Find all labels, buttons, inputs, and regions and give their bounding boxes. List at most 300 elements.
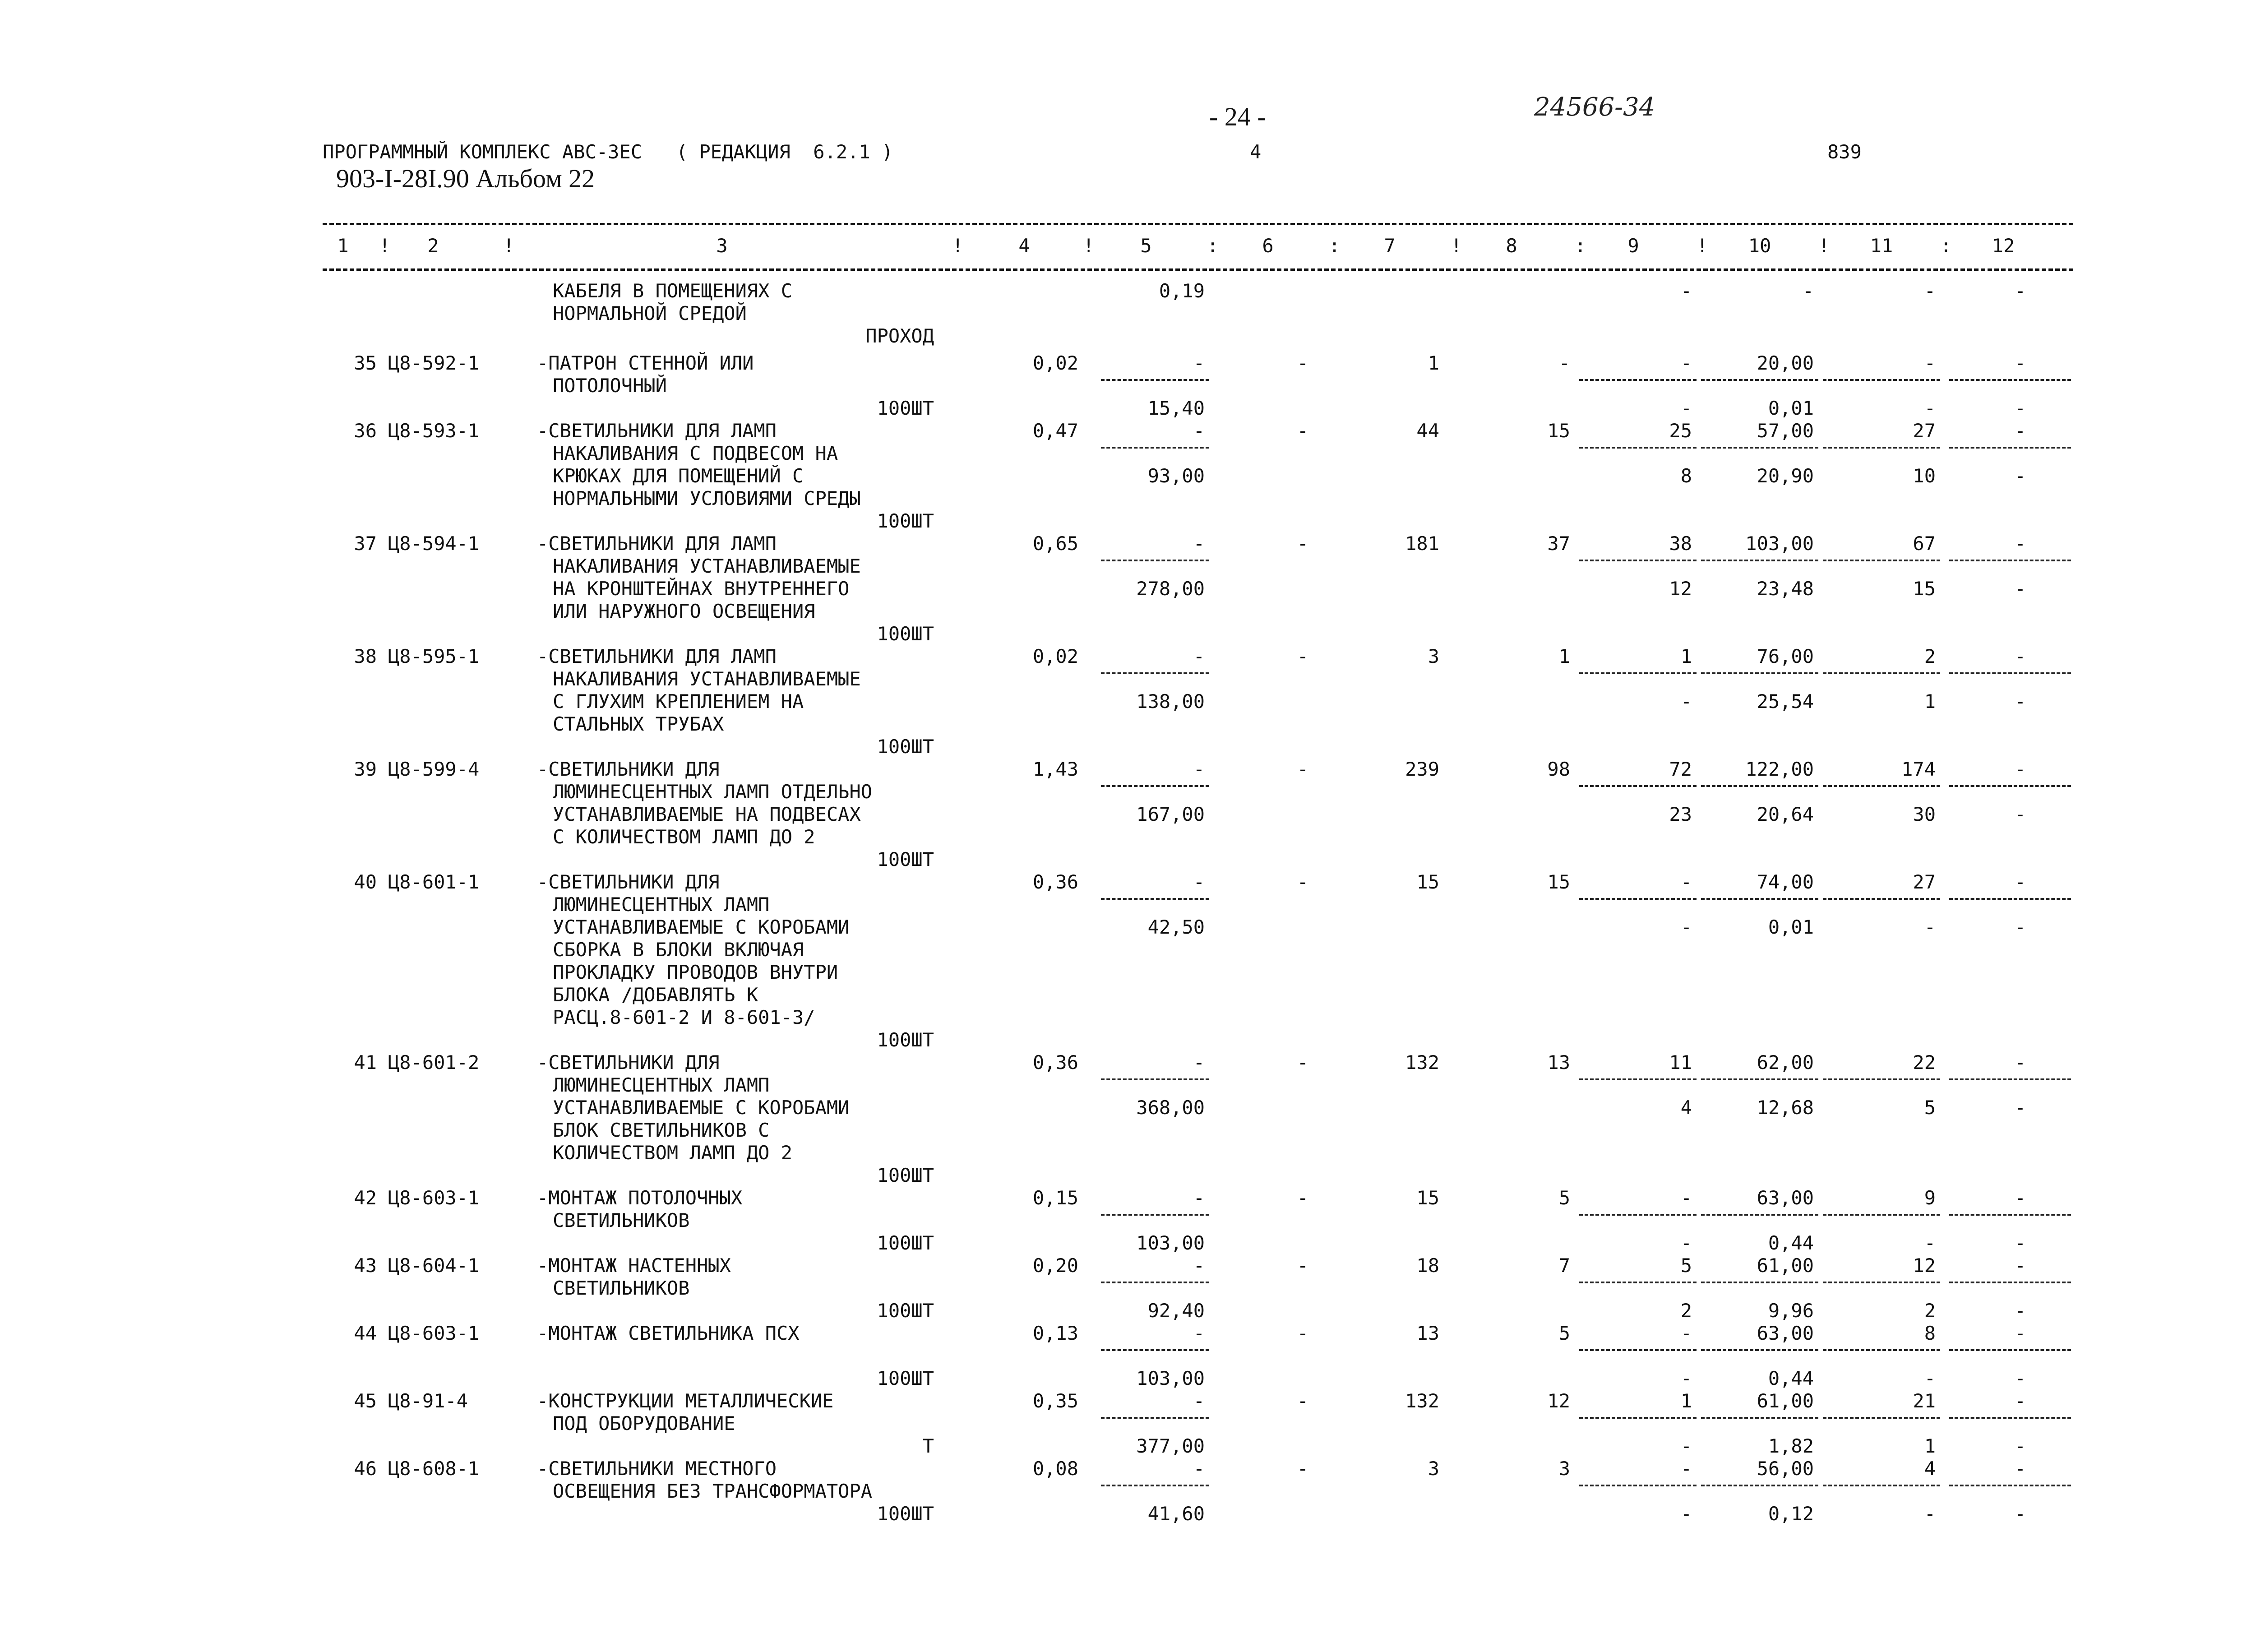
row-c4: 0,08 <box>1032 1458 1078 1480</box>
row-c11-rule <box>1823 560 1940 561</box>
row-c5-top: - <box>1193 758 1205 780</box>
col-header-1: 1 <box>337 235 349 257</box>
row-c5-rule <box>1101 1078 1209 1080</box>
row-c5-rule <box>1101 1214 1209 1216</box>
row-c9-top: 1 <box>1680 1390 1692 1412</box>
row-c9-bottom: 4 <box>1680 1097 1692 1119</box>
row-c9-bottom: - <box>1680 690 1692 713</box>
row-c7: 3 <box>1428 645 1439 667</box>
row-c11-bottom: 1 <box>1924 690 1936 713</box>
row-c9-bottom: - <box>1680 916 1692 938</box>
row-description-line: ИЛИ НАРУЖНОГО ОСВЕЩЕНИЯ <box>553 600 815 622</box>
row-c12-top: - <box>2014 352 2026 374</box>
row-c12-top: - <box>2014 871 2026 893</box>
row-description-line: ОСВЕЩЕНИЯ БЕЗ ТРАНСФОРМАТОРА <box>553 1480 873 1502</box>
sheet-number: 839 <box>1827 141 1862 163</box>
row-c9-rule <box>1579 1349 1697 1351</box>
row-c12-bottom: - <box>2014 1367 2026 1389</box>
row-c11-bottom: - <box>1924 1503 1936 1525</box>
row-c10-rule <box>1701 560 1818 561</box>
row-c9-bottom: - <box>1680 1367 1692 1389</box>
row-c11-top: 174 <box>1901 758 1936 780</box>
row-unit: 100ШТ <box>877 1367 934 1389</box>
row-c5-bottom: 278,00 <box>1136 578 1205 600</box>
header-column-marker: 4 <box>1250 141 1262 163</box>
row-unit: 100ШТ <box>877 736 934 758</box>
row-c6: - <box>1297 645 1308 667</box>
row-c6: - <box>1297 532 1308 555</box>
row-c5-bottom: 103,00 <box>1136 1367 1205 1389</box>
col-sep: ! <box>1697 235 1708 257</box>
row-c11-top: 2 <box>1924 645 1936 667</box>
intro-c9: - <box>1680 280 1692 302</box>
col-header-3: 3 <box>716 235 728 257</box>
row-c5-bottom: 92,40 <box>1147 1300 1205 1322</box>
row-c10-top: 61,00 <box>1757 1254 1814 1277</box>
col-header-7: 7 <box>1384 235 1396 257</box>
row-c12-top: - <box>2014 645 2026 667</box>
row-c10-rule <box>1701 1078 1818 1080</box>
row-unit: 100ШТ <box>877 1300 934 1322</box>
row-c11-top: 9 <box>1924 1187 1936 1209</box>
row-c9-bottom: - <box>1680 397 1692 419</box>
row-c11-bottom: - <box>1924 397 1936 419</box>
col-header-12: 12 <box>1992 235 2015 257</box>
row-c10-bottom: 9,96 <box>1768 1300 1814 1322</box>
row-c11-bottom: - <box>1924 1232 1936 1254</box>
row-c12-rule <box>1949 1349 2071 1351</box>
row-c12-rule <box>1949 898 2071 900</box>
row-c11-rule <box>1823 1078 1940 1080</box>
row-number: 42 <box>354 1187 377 1209</box>
row-c5-bottom: 368,00 <box>1136 1097 1205 1119</box>
row-c6: - <box>1297 352 1308 374</box>
row-c10-rule <box>1701 379 1818 381</box>
row-code: Ц8-593-1 <box>388 420 480 442</box>
row-c5-rule <box>1101 560 1209 561</box>
row-unit: 100ШТ <box>877 1503 934 1525</box>
col-header-10: 10 <box>1748 235 1771 257</box>
row-description-line: ЛЮМИНЕСЦЕНТНЫХ ЛАМП ОТДЕЛЬНО <box>553 781 873 803</box>
row-c9-rule <box>1579 379 1697 381</box>
row-c10-top: 103,00 <box>1745 532 1814 555</box>
row-c11-top: 27 <box>1913 871 1936 893</box>
row-c9-bottom: 12 <box>1669 578 1692 600</box>
row-c12-bottom: - <box>2014 1232 2026 1254</box>
row-c10-bottom: 20,64 <box>1757 803 1814 825</box>
row-c9-bottom: 8 <box>1680 465 1692 487</box>
row-description-line: НАКАЛИВАНИЯ УСТАНАВЛИВАЕМЫЕ <box>553 555 861 577</box>
row-c10-top: 76,00 <box>1757 645 1814 667</box>
row-c10-rule <box>1701 1214 1818 1216</box>
row-c12-rule <box>1949 672 2071 674</box>
row-c11-bottom: 2 <box>1924 1300 1936 1322</box>
row-c9-rule <box>1579 560 1697 561</box>
row-description-line: ПРОКЛАДКУ ПРОВОДОВ ВНУТРИ <box>553 961 838 983</box>
row-c10-top: 63,00 <box>1757 1322 1814 1344</box>
col-header-11: 11 <box>1870 235 1893 257</box>
row-c9-rule <box>1579 1417 1697 1419</box>
intro-line-1: КАБЕЛЯ В ПОМЕЩЕНИЯХ С <box>553 280 793 302</box>
row-c10-rule <box>1701 447 1818 449</box>
row-c8: 5 <box>1558 1187 1570 1209</box>
row-number: 45 <box>354 1390 377 1412</box>
row-description-line: БЛОКА /ДОБАВЛЯТЬ К <box>553 984 758 1006</box>
row-c12-rule <box>1949 379 2071 381</box>
row-c10-rule <box>1701 1485 1818 1486</box>
row-c9-bottom: - <box>1680 1503 1692 1525</box>
col-header-6: 6 <box>1262 235 1274 257</box>
col-sep: ! <box>503 235 515 257</box>
row-c7: 15 <box>1416 871 1439 893</box>
row-c9-top: 11 <box>1669 1051 1692 1074</box>
row-c10-bottom: 20,90 <box>1757 465 1814 487</box>
row-c11-bottom: 1 <box>1924 1435 1936 1457</box>
row-c9-rule <box>1579 898 1697 900</box>
row-c10-rule <box>1701 1417 1818 1419</box>
row-c12-top: - <box>2014 1051 2026 1074</box>
col-sep: : <box>1329 235 1341 257</box>
row-c4: 0,47 <box>1032 420 1078 442</box>
row-c7: 1 <box>1428 352 1439 374</box>
row-c9-top: 5 <box>1680 1254 1692 1277</box>
row-description-line: -СВЕТИЛЬНИКИ МЕСТНОГО <box>537 1458 777 1480</box>
row-c9-top: 38 <box>1669 532 1692 555</box>
row-c11-top: 27 <box>1913 420 1936 442</box>
row-number: 40 <box>354 871 377 893</box>
row-c10-bottom: 0,44 <box>1768 1367 1814 1389</box>
row-description-line: -СВЕТИЛЬНИКИ ДЛЯ <box>537 1051 720 1074</box>
row-description-line: ЛЮМИНЕСЦЕНТНЫХ ЛАМП <box>553 893 770 916</box>
row-c5-rule <box>1101 447 1209 449</box>
col-header-8: 8 <box>1506 235 1517 257</box>
row-c11-top: 21 <box>1913 1390 1936 1412</box>
row-number: 38 <box>354 645 377 667</box>
row-c7: 181 <box>1405 532 1439 555</box>
row-description-line: РАСЦ.8-601-2 И 8-601-3/ <box>553 1006 815 1028</box>
row-c9-top: - <box>1680 1187 1692 1209</box>
row-c9-top: - <box>1680 1322 1692 1344</box>
row-c11-top: 8 <box>1924 1322 1936 1344</box>
row-description-line: С ГЛУХИМ КРЕПЛЕНИЕМ НА <box>553 690 804 713</box>
row-c6: - <box>1297 1390 1308 1412</box>
row-c7: 132 <box>1405 1051 1439 1074</box>
row-c6: - <box>1297 758 1308 780</box>
row-code: Ц8-91-4 <box>388 1390 468 1412</box>
row-c5-rule <box>1101 785 1209 787</box>
row-number: 41 <box>354 1051 377 1074</box>
row-c4: 1,43 <box>1032 758 1078 780</box>
row-c11-top: 67 <box>1913 532 1936 555</box>
row-c9-bottom: 2 <box>1680 1300 1692 1322</box>
row-description-line: -СВЕТИЛЬНИКИ ДЛЯ ЛАМП <box>537 532 777 555</box>
row-c5-top: - <box>1193 645 1205 667</box>
row-c9-rule <box>1579 447 1697 449</box>
row-c11-rule <box>1823 379 1940 381</box>
row-c9-rule <box>1579 1214 1697 1216</box>
row-c10-bottom: 1,82 <box>1768 1435 1814 1457</box>
row-c12-bottom: - <box>2014 916 2026 938</box>
row-c12-top: - <box>2014 1458 2026 1480</box>
row-c11-rule <box>1823 1214 1940 1216</box>
row-c7: 3 <box>1428 1458 1439 1480</box>
row-c10-bottom: 0,01 <box>1768 916 1814 938</box>
col-header-2: 2 <box>427 235 439 257</box>
row-c9-top: 1 <box>1680 645 1692 667</box>
row-c5-top: - <box>1193 1254 1205 1277</box>
row-c5-top: - <box>1193 1322 1205 1344</box>
row-c10-top: 57,00 <box>1757 420 1814 442</box>
row-c9-top: 25 <box>1669 420 1692 442</box>
row-c11-bottom: 10 <box>1913 465 1936 487</box>
intro-c5: 0,19 <box>1159 280 1205 302</box>
row-c10-bottom: 25,54 <box>1757 690 1814 713</box>
row-c4: 0,36 <box>1032 871 1078 893</box>
row-c11-rule <box>1823 447 1940 449</box>
page-number: - 24 - <box>1209 102 1266 131</box>
col-sep: : <box>1575 235 1586 257</box>
row-c12-top: - <box>2014 420 2026 442</box>
row-c12-bottom: - <box>2014 690 2026 713</box>
row-c11-top: 4 <box>1924 1458 1936 1480</box>
row-description-line: ПОД ОБОРУДОВАНИЕ <box>553 1412 735 1435</box>
row-c5-bottom: 41,60 <box>1147 1503 1205 1525</box>
row-description-line: -СВЕТИЛЬНИКИ ДЛЯ ЛАМП <box>537 645 777 667</box>
row-c11-rule <box>1823 1349 1940 1351</box>
row-c5-bottom: 42,50 <box>1147 916 1205 938</box>
row-c12-top: - <box>2014 1254 2026 1277</box>
intro-unit: ПРОХОД <box>865 325 934 347</box>
row-c10-rule <box>1701 898 1818 900</box>
row-description-line: КОЛИЧЕСТВОМ ЛАМП ДО 2 <box>553 1142 793 1164</box>
row-c10-rule <box>1701 672 1818 674</box>
row-c8: 15 <box>1547 420 1570 442</box>
row-c12-top: - <box>2014 1390 2026 1412</box>
row-c12-top: - <box>2014 532 2026 555</box>
row-description-line: НА КРОНШТЕЙНАХ ВНУТРЕННЕГО <box>553 578 850 600</box>
row-c5-rule <box>1101 1417 1209 1419</box>
col-sep: ! <box>1818 235 1830 257</box>
row-description-line: УСТАНАВЛИВАЕМЫЕ С КОРОБАМИ <box>553 916 850 938</box>
intro-c10: - <box>1802 280 1814 302</box>
row-c5-bottom: 138,00 <box>1136 690 1205 713</box>
col-sep: ! <box>1083 235 1095 257</box>
row-c12-rule <box>1949 1485 2071 1486</box>
row-c11-top: 12 <box>1913 1254 1936 1277</box>
row-c7: 132 <box>1405 1390 1439 1412</box>
row-unit: 100ШТ <box>877 510 934 532</box>
row-c5-bottom: 167,00 <box>1136 803 1205 825</box>
row-description-line: КРЮКАХ ДЛЯ ПОМЕЩЕНИЙ С <box>553 465 804 487</box>
row-c11-bottom: 5 <box>1924 1097 1936 1119</box>
row-c10-bottom: 0,01 <box>1768 397 1814 419</box>
row-c9-bottom: 23 <box>1669 803 1692 825</box>
row-c11-rule <box>1823 1417 1940 1419</box>
row-unit: 100ШТ <box>877 1232 934 1254</box>
row-c10-top: 61,00 <box>1757 1390 1814 1412</box>
row-description-line: -ПАТРОН СТЕННОЙ ИЛИ <box>537 352 754 374</box>
row-code: Ц8-603-1 <box>388 1187 480 1209</box>
row-c4: 0,15 <box>1032 1187 1078 1209</box>
row-code: Ц8-599-4 <box>388 758 480 780</box>
row-c11-rule <box>1823 898 1940 900</box>
row-c12-rule <box>1949 1214 2071 1216</box>
handwritten-code: 24566-34 <box>1534 93 1655 122</box>
album-line: 903-I-28I.90 Альбом 22 <box>336 164 595 193</box>
row-c5-rule <box>1101 1485 1209 1486</box>
row-unit: 100ШТ <box>877 397 934 419</box>
row-c12-rule <box>1949 1282 2071 1283</box>
row-c5-rule <box>1101 672 1209 674</box>
row-c6: - <box>1297 1458 1308 1480</box>
row-c11-bottom: - <box>1924 1367 1936 1389</box>
row-code: Ц8-592-1 <box>388 352 480 374</box>
row-c8: 15 <box>1547 871 1570 893</box>
row-c5-rule <box>1101 379 1209 381</box>
row-c5-bottom: 103,00 <box>1136 1232 1205 1254</box>
row-c6: - <box>1297 1051 1308 1074</box>
row-c5-bottom: 377,00 <box>1136 1435 1205 1457</box>
col-sep: : <box>1207 235 1219 257</box>
intro-c12: - <box>2014 280 2026 302</box>
row-c8: 12 <box>1547 1390 1570 1412</box>
row-unit: 100ШТ <box>877 1164 934 1186</box>
row-description-line: НАКАЛИВАНИЯ УСТАНАВЛИВАЕМЫЕ <box>553 668 861 690</box>
row-c12-bottom: - <box>2014 578 2026 600</box>
row-c12-bottom: - <box>2014 1503 2026 1525</box>
row-c11-top: 22 <box>1913 1051 1936 1074</box>
row-number: 39 <box>354 758 377 780</box>
row-c12-rule <box>1949 1417 2071 1419</box>
row-c5-rule <box>1101 898 1209 900</box>
row-c7: 15 <box>1416 1187 1439 1209</box>
row-c5-top: - <box>1193 352 1205 374</box>
row-c5-bottom: 15,40 <box>1147 397 1205 419</box>
row-number: 44 <box>354 1322 377 1344</box>
program-header: ПРОГРАММНЫЙ КОМПЛЕКС АВС-3ЕС ( РЕДАКЦИЯ 6.2.1 ) <box>323 141 893 163</box>
row-description-line: -СВЕТИЛЬНИКИ ДЛЯ ЛАМП <box>537 420 777 442</box>
row-c8: 98 <box>1547 758 1570 780</box>
row-number: 37 <box>354 532 377 555</box>
row-c8: 7 <box>1558 1254 1570 1277</box>
row-description-line: ЛЮМИНЕСЦЕНТНЫХ ЛАМП <box>553 1074 770 1096</box>
row-c12-rule <box>1949 447 2071 449</box>
row-description-line: -МОНТАЖ СВЕТИЛЬНИКА ПСХ <box>537 1322 800 1344</box>
row-c8: 1 <box>1558 645 1570 667</box>
row-description-line: -МОНТАЖ ПОТОЛОЧНЫХ <box>537 1187 743 1209</box>
row-c12-bottom: - <box>2014 1435 2026 1457</box>
row-c12-bottom: - <box>2014 1300 2026 1322</box>
row-c10-bottom: 23,48 <box>1757 578 1814 600</box>
row-c12-top: - <box>2014 1322 2026 1344</box>
row-c5-bottom: 93,00 <box>1147 465 1205 487</box>
row-c11-top: - <box>1924 352 1936 374</box>
row-c5-rule <box>1101 1282 1209 1283</box>
intro-c11: - <box>1924 280 1936 302</box>
row-c10-top: 122,00 <box>1745 758 1814 780</box>
row-c10-rule <box>1701 785 1818 787</box>
row-c9-rule <box>1579 785 1697 787</box>
row-c9-rule <box>1579 1078 1697 1080</box>
row-c12-bottom: - <box>2014 397 2026 419</box>
row-c4: 0,02 <box>1032 645 1078 667</box>
row-number: 46 <box>354 1458 377 1480</box>
row-description-line: -СВЕТИЛЬНИКИ ДЛЯ <box>537 871 720 893</box>
row-c12-bottom: - <box>2014 803 2026 825</box>
row-c4: 0,02 <box>1032 352 1078 374</box>
row-c8: 37 <box>1547 532 1570 555</box>
row-c12-rule <box>1949 560 2071 561</box>
col-sep: ! <box>952 235 964 257</box>
row-c4: 0,13 <box>1032 1322 1078 1344</box>
row-c12-top: - <box>2014 758 2026 780</box>
row-c12-bottom: - <box>2014 465 2026 487</box>
row-c10-rule <box>1701 1349 1818 1351</box>
row-number: 43 <box>354 1254 377 1277</box>
row-unit: 100ШТ <box>877 623 934 645</box>
row-description-line: -КОНСТРУКЦИИ МЕТАЛЛИЧЕСКИЕ <box>537 1390 834 1412</box>
row-c9-top: - <box>1680 871 1692 893</box>
row-c10-bottom: 12,68 <box>1757 1097 1814 1119</box>
row-c11-bottom: - <box>1924 916 1936 938</box>
col-header-4: 4 <box>1018 235 1030 257</box>
row-c11-bottom: 15 <box>1913 578 1936 600</box>
row-c6: - <box>1297 1187 1308 1209</box>
row-description-line: -СВЕТИЛЬНИКИ ДЛЯ <box>537 758 720 780</box>
col-header-5: 5 <box>1140 235 1152 257</box>
row-c5-top: - <box>1193 871 1205 893</box>
row-c6: - <box>1297 420 1308 442</box>
row-c11-rule <box>1823 1282 1940 1283</box>
row-c6: - <box>1297 871 1308 893</box>
row-c9-top: - <box>1680 1458 1692 1480</box>
row-c11-rule <box>1823 672 1940 674</box>
row-number: 35 <box>354 352 377 374</box>
row-c9-top: - <box>1680 352 1692 374</box>
row-c8: - <box>1558 352 1570 374</box>
row-description-line: НОРМАЛЬНЫМИ УСЛОВИЯМИ СРЕДЫ <box>553 487 861 509</box>
col-sep: ! <box>1451 235 1462 257</box>
row-c5-top: - <box>1193 420 1205 442</box>
row-c11-rule <box>1823 1485 1940 1486</box>
row-code: Ц8-604-1 <box>388 1254 480 1277</box>
row-unit: 100ШТ <box>877 1029 934 1051</box>
row-c11-rule <box>1823 785 1940 787</box>
row-c4: 0,65 <box>1032 532 1078 555</box>
intro-line-2: НОРМАЛЬНОЙ СРЕДОЙ <box>553 302 747 324</box>
col-sep: ! <box>379 235 391 257</box>
row-c12-top: - <box>2014 1187 2026 1209</box>
row-c5-top: - <box>1193 1390 1205 1412</box>
row-code: Ц8-601-1 <box>388 871 480 893</box>
row-c8: 13 <box>1547 1051 1570 1074</box>
row-c10-bottom: 0,12 <box>1768 1503 1814 1525</box>
col-sep: : <box>1940 235 1952 257</box>
row-code: Ц8-601-2 <box>388 1051 480 1074</box>
row-description-line: СБОРКА В БЛОКИ ВКЛЮЧАЯ <box>553 939 804 961</box>
row-description-line: БЛОК СВЕТИЛЬНИКОВ С <box>553 1119 770 1141</box>
row-c7: 239 <box>1405 758 1439 780</box>
row-description-line: УСТАНАВЛИВАЕМЫЕ С КОРОБАМИ <box>553 1097 850 1119</box>
row-description-line: СВЕТИЛЬНИКОВ <box>553 1277 690 1299</box>
row-c9-rule <box>1579 1485 1697 1486</box>
row-c4: 0,35 <box>1032 1390 1078 1412</box>
row-c4: 0,20 <box>1032 1254 1078 1277</box>
row-c8: 3 <box>1558 1458 1570 1480</box>
row-c10-top: 20,00 <box>1757 352 1814 374</box>
row-c8: 5 <box>1558 1322 1570 1344</box>
row-code: Ц8-595-1 <box>388 645 480 667</box>
